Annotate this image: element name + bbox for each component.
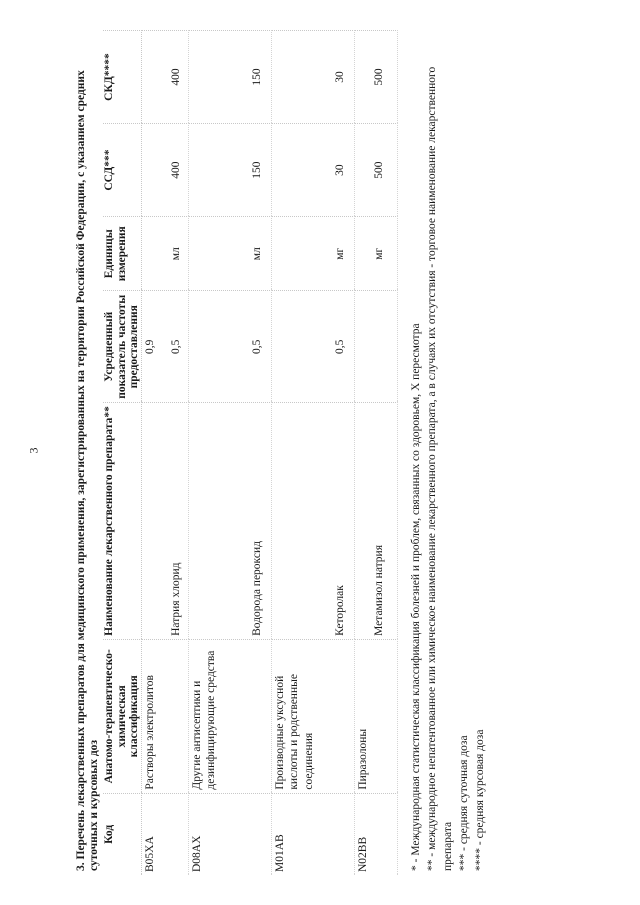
ssd-value: 30 — [333, 164, 346, 176]
table-row — [188, 31, 271, 876]
footnote-inn: ** - международное непатентованное или химическое наименование лекарственного препарата, а в случаях их отсутствия - торговое наименование лекарственного препарата — [425, 66, 454, 871]
cell-skd — [188, 31, 271, 124]
cell-drug-name — [354, 403, 397, 640]
cell-unit — [188, 217, 271, 291]
cell-code: D08AX — [188, 793, 271, 875]
cell-ssd — [271, 124, 354, 217]
drug-name: Водорода пероксид — [250, 541, 263, 636]
unit-value: мл — [250, 247, 263, 261]
cell-skd — [354, 31, 397, 124]
table-row — [141, 31, 188, 876]
drug-name: Натрия хлорид — [169, 562, 182, 636]
drug-frequency: 0,5 — [170, 339, 182, 354]
header-frequency: Усредненный показатель частоты предоставления — [103, 291, 141, 403]
cell-code: N02BB — [354, 793, 397, 875]
table-header-row — [103, 31, 141, 876]
cell-atc: Производные уксусной кислоты и родственные соединения — [271, 639, 354, 793]
unit-value: мл — [169, 247, 182, 261]
cell-unit — [271, 217, 354, 291]
header-unit: Единицы измерения — [103, 217, 141, 291]
cell-atc: Растворы электролитов — [141, 639, 188, 793]
cell-frequency — [141, 291, 188, 403]
skd-value: 500 — [372, 68, 385, 86]
drug-table — [103, 30, 398, 875]
drug-name: Метамизол натрия — [372, 545, 385, 636]
header-drug-name: Наименование лекарственного препарата** — [103, 403, 141, 640]
table-row — [271, 31, 354, 876]
header-skd: СКД**** — [103, 31, 141, 124]
cell-code: M01AB — [271, 793, 354, 875]
cell-drug-name — [271, 403, 354, 640]
cell-skd — [141, 31, 188, 124]
ssd-value: 400 — [169, 161, 182, 179]
cell-skd — [271, 31, 354, 124]
group-frequency: 0,9 — [143, 339, 156, 354]
drug-frequency: 0,5 — [333, 339, 346, 354]
ssd-value: 500 — [372, 161, 385, 179]
cell-ssd — [354, 124, 397, 217]
cell-drug-name — [188, 403, 271, 640]
unit-value: мг — [333, 247, 346, 260]
footnote-skd: **** - средняя курсовая доза — [473, 729, 486, 871]
page-number: 3 — [26, 447, 41, 454]
drug-frequency: 0,5 — [250, 339, 263, 354]
cell-ssd — [141, 124, 188, 217]
skd-value: 150 — [250, 68, 263, 86]
footnote-ssd: *** - средняя суточная доза — [457, 735, 470, 871]
unit-value: мг — [372, 247, 385, 260]
footnote-icd: * - Международная статистическая классификация болезней и проблем, связанных со здоровьем, X пересмотра — [409, 323, 422, 871]
cell-atc: Пиразолоны — [354, 639, 397, 793]
skd-value: 400 — [169, 68, 182, 86]
cell-code: B05XA — [141, 793, 188, 875]
cell-atc: Другие антисептики и дезинфицирующие средства — [188, 639, 271, 793]
cell-frequency — [354, 291, 397, 403]
ssd-value: 150 — [250, 161, 263, 179]
table-row — [354, 31, 397, 876]
skd-value: 30 — [333, 71, 346, 83]
header-atc: Анатомо-терапевтическо-химическая классификация — [103, 639, 141, 793]
footnotes — [408, 31, 488, 875]
document-title: 3. Перечень лекарственных препаратов для медицинского применения, зарегистрированных на территории Российской Федерации, с указанием средних суточных и курсовых доз — [75, 70, 100, 871]
cell-unit — [141, 217, 188, 291]
cell-frequency — [188, 291, 271, 403]
rotated-document — [75, 25, 585, 875]
cell-ssd — [188, 124, 271, 217]
header-code: Код — [103, 793, 141, 875]
header-ssd: ССД*** — [103, 124, 141, 217]
cell-drug-name — [141, 403, 188, 640]
cell-frequency — [271, 291, 354, 403]
cell-unit — [354, 217, 397, 291]
drug-name: Кеторолак — [333, 585, 346, 636]
